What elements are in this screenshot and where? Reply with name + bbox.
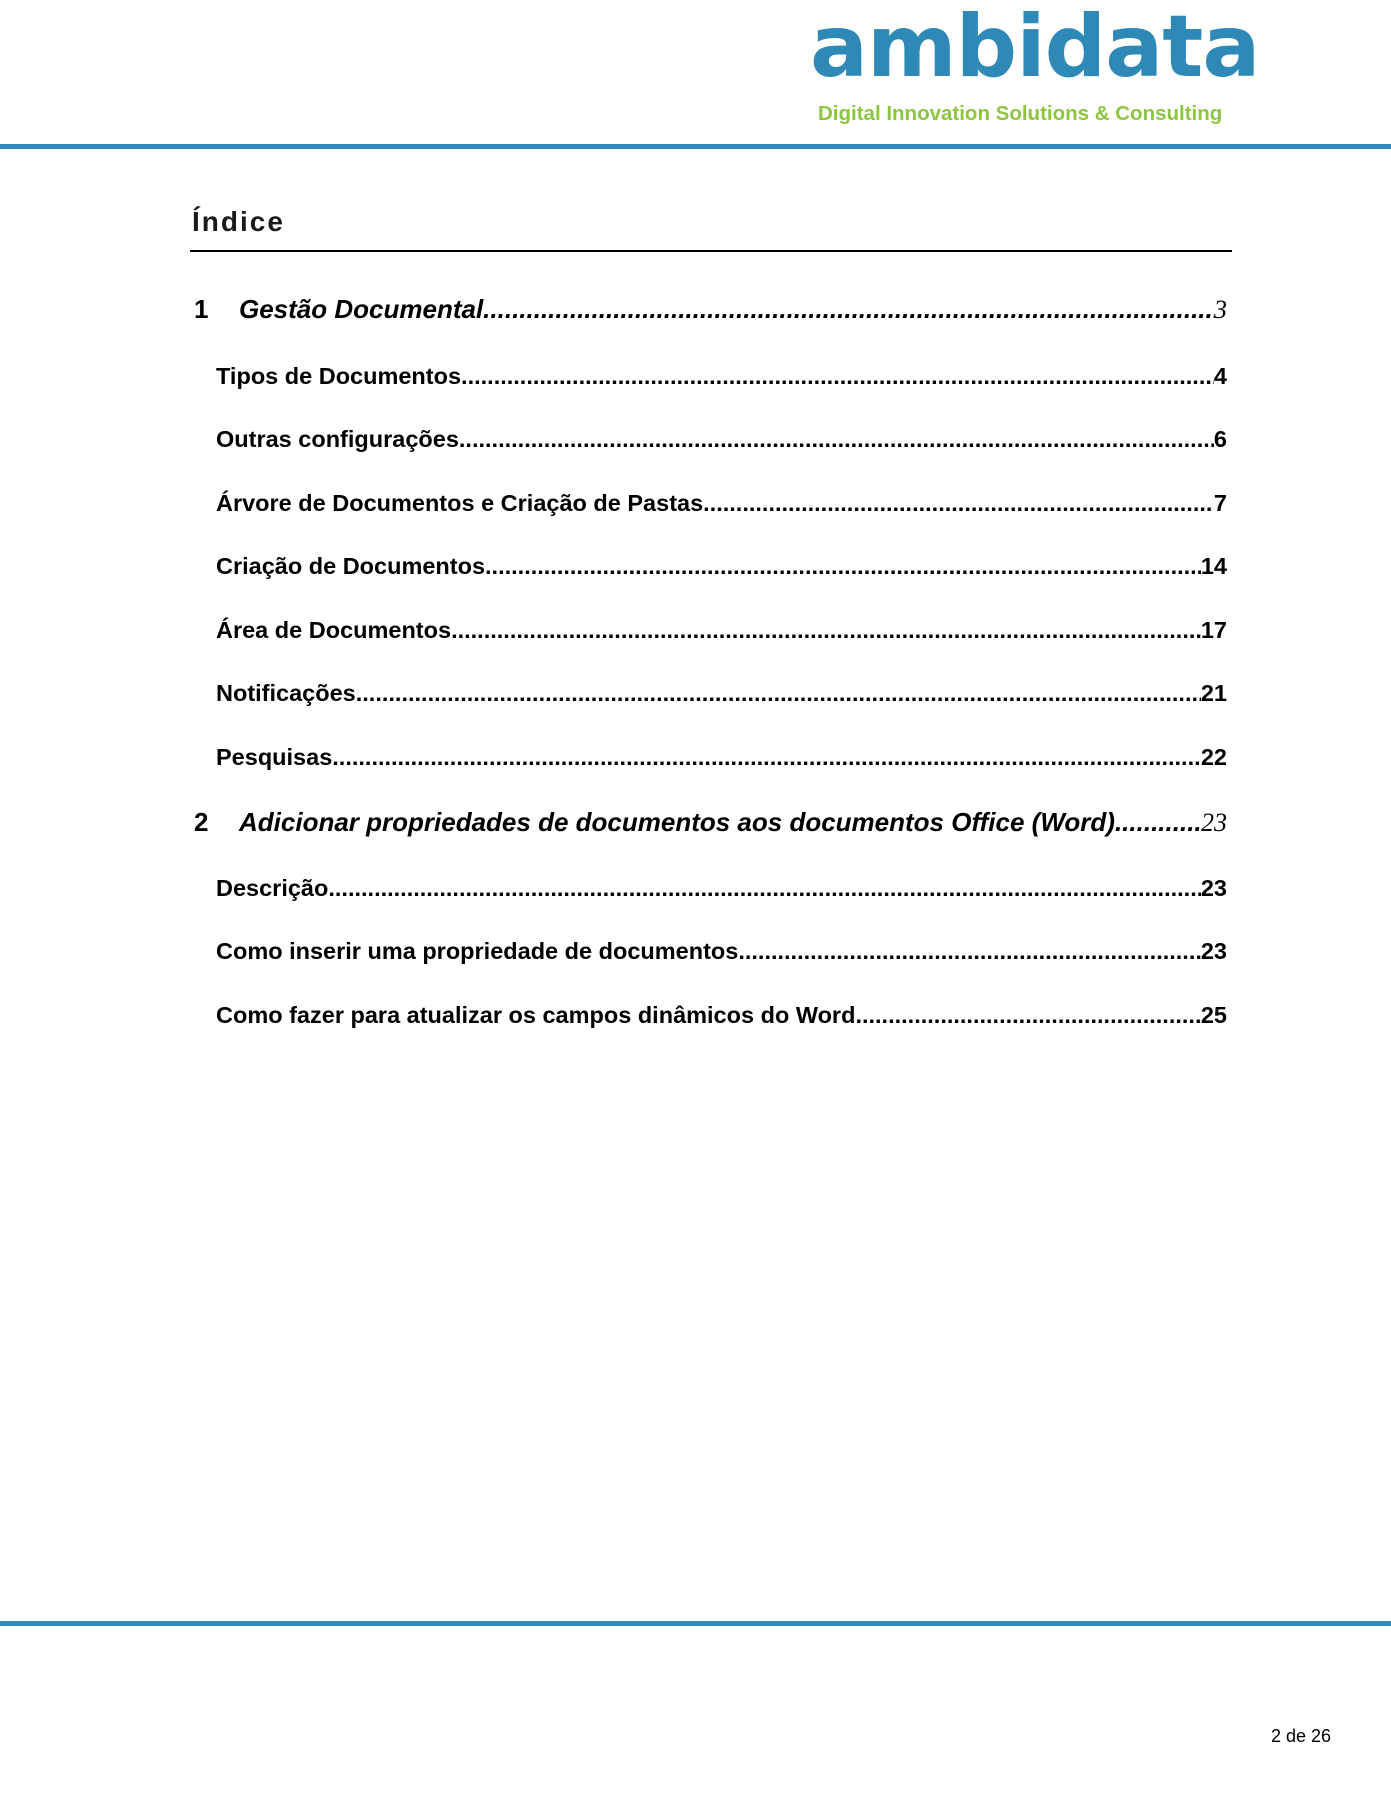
dot-leader	[461, 365, 1214, 389]
toc-entry-section[interactable]	[216, 619, 1227, 643]
toc-entry-section[interactable]	[216, 365, 1227, 389]
footer-divider	[0, 1621, 1391, 1626]
toc-entry-page: 23	[1200, 938, 1227, 964]
toc-entry-page: 22	[1200, 744, 1227, 770]
toc-entry-section[interactable]	[216, 682, 1227, 706]
toc-entry-page: 25	[1200, 1002, 1227, 1028]
toc-entry-section[interactable]	[216, 555, 1227, 579]
toc-entry-text: Área de Documentos	[216, 617, 452, 643]
dot-leader	[1115, 809, 1201, 835]
toc-entry-section[interactable]	[216, 746, 1227, 770]
toc-entry-page: 14	[1200, 553, 1227, 579]
toc-entry-text: Tipos de Documentos	[216, 363, 462, 389]
toc-entry-page: 6	[1213, 426, 1227, 452]
dot-leader	[328, 877, 1201, 901]
toc-entry-text: Outras configurações	[216, 426, 459, 452]
dot-leader	[356, 682, 1201, 706]
dot-leader	[855, 1004, 1200, 1028]
dot-leader	[738, 940, 1201, 964]
toc-entry-number: 1	[194, 294, 209, 324]
toc-entry-text: Descrição	[216, 875, 329, 901]
toc-entry-number: 2	[194, 807, 209, 837]
logo-tagline: Digital Innovation Solutions & Consulting	[818, 102, 1223, 125]
toc-entry-text: Criação de Documentos	[216, 553, 486, 579]
toc-entry-chapter[interactable]	[194, 809, 1227, 836]
company-logo	[810, 0, 1260, 136]
dot-leader	[703, 492, 1214, 516]
toc-entry-text: Pesquisas	[216, 744, 333, 770]
toc-entry-page: 21	[1200, 680, 1227, 706]
toc-entry-chapter[interactable]	[194, 296, 1227, 323]
dot-leader	[485, 555, 1201, 579]
toc-entry-page: 17	[1200, 617, 1227, 643]
toc-entry-page: 23	[1201, 808, 1227, 837]
toc-entry-text: Notificações	[216, 680, 356, 706]
toc-entry-page: 23	[1200, 875, 1227, 901]
dot-leader	[459, 428, 1214, 452]
toc-entry-text: Gestão Documental	[239, 294, 484, 324]
toc-entry-section[interactable]	[216, 428, 1227, 452]
toc-entry-text: Como fazer para atualizar os campos dinâmicos do Word	[216, 1002, 856, 1028]
toc-entry-section[interactable]	[216, 940, 1227, 964]
toc-title: Índice	[192, 206, 285, 237]
toc-entry-text: Como inserir uma propriedade de documentos	[216, 938, 739, 964]
toc-entry-page: 4	[1213, 363, 1227, 389]
toc-entry-section[interactable]	[216, 877, 1227, 901]
toc-entry-page: 3	[1214, 295, 1227, 324]
toc-entry-text: Árvore de Documentos e Criação de Pastas	[216, 490, 704, 516]
dot-leader	[483, 296, 1214, 322]
logo-wordmark: ambidata	[810, 0, 1260, 97]
toc-entry-section[interactable]	[216, 1004, 1227, 1028]
dot-leader	[332, 746, 1201, 770]
toc-entry-section[interactable]	[216, 492, 1227, 516]
toc-entry-page: 7	[1213, 490, 1227, 516]
toc-entry-text: Adicionar propriedades de documentos aos documentos Office (Word)	[239, 807, 1115, 837]
page-number: 2 de 26	[1271, 1726, 1332, 1746]
toc-title-underline	[190, 250, 1232, 252]
header-divider	[0, 144, 1391, 149]
dot-leader	[451, 619, 1201, 643]
